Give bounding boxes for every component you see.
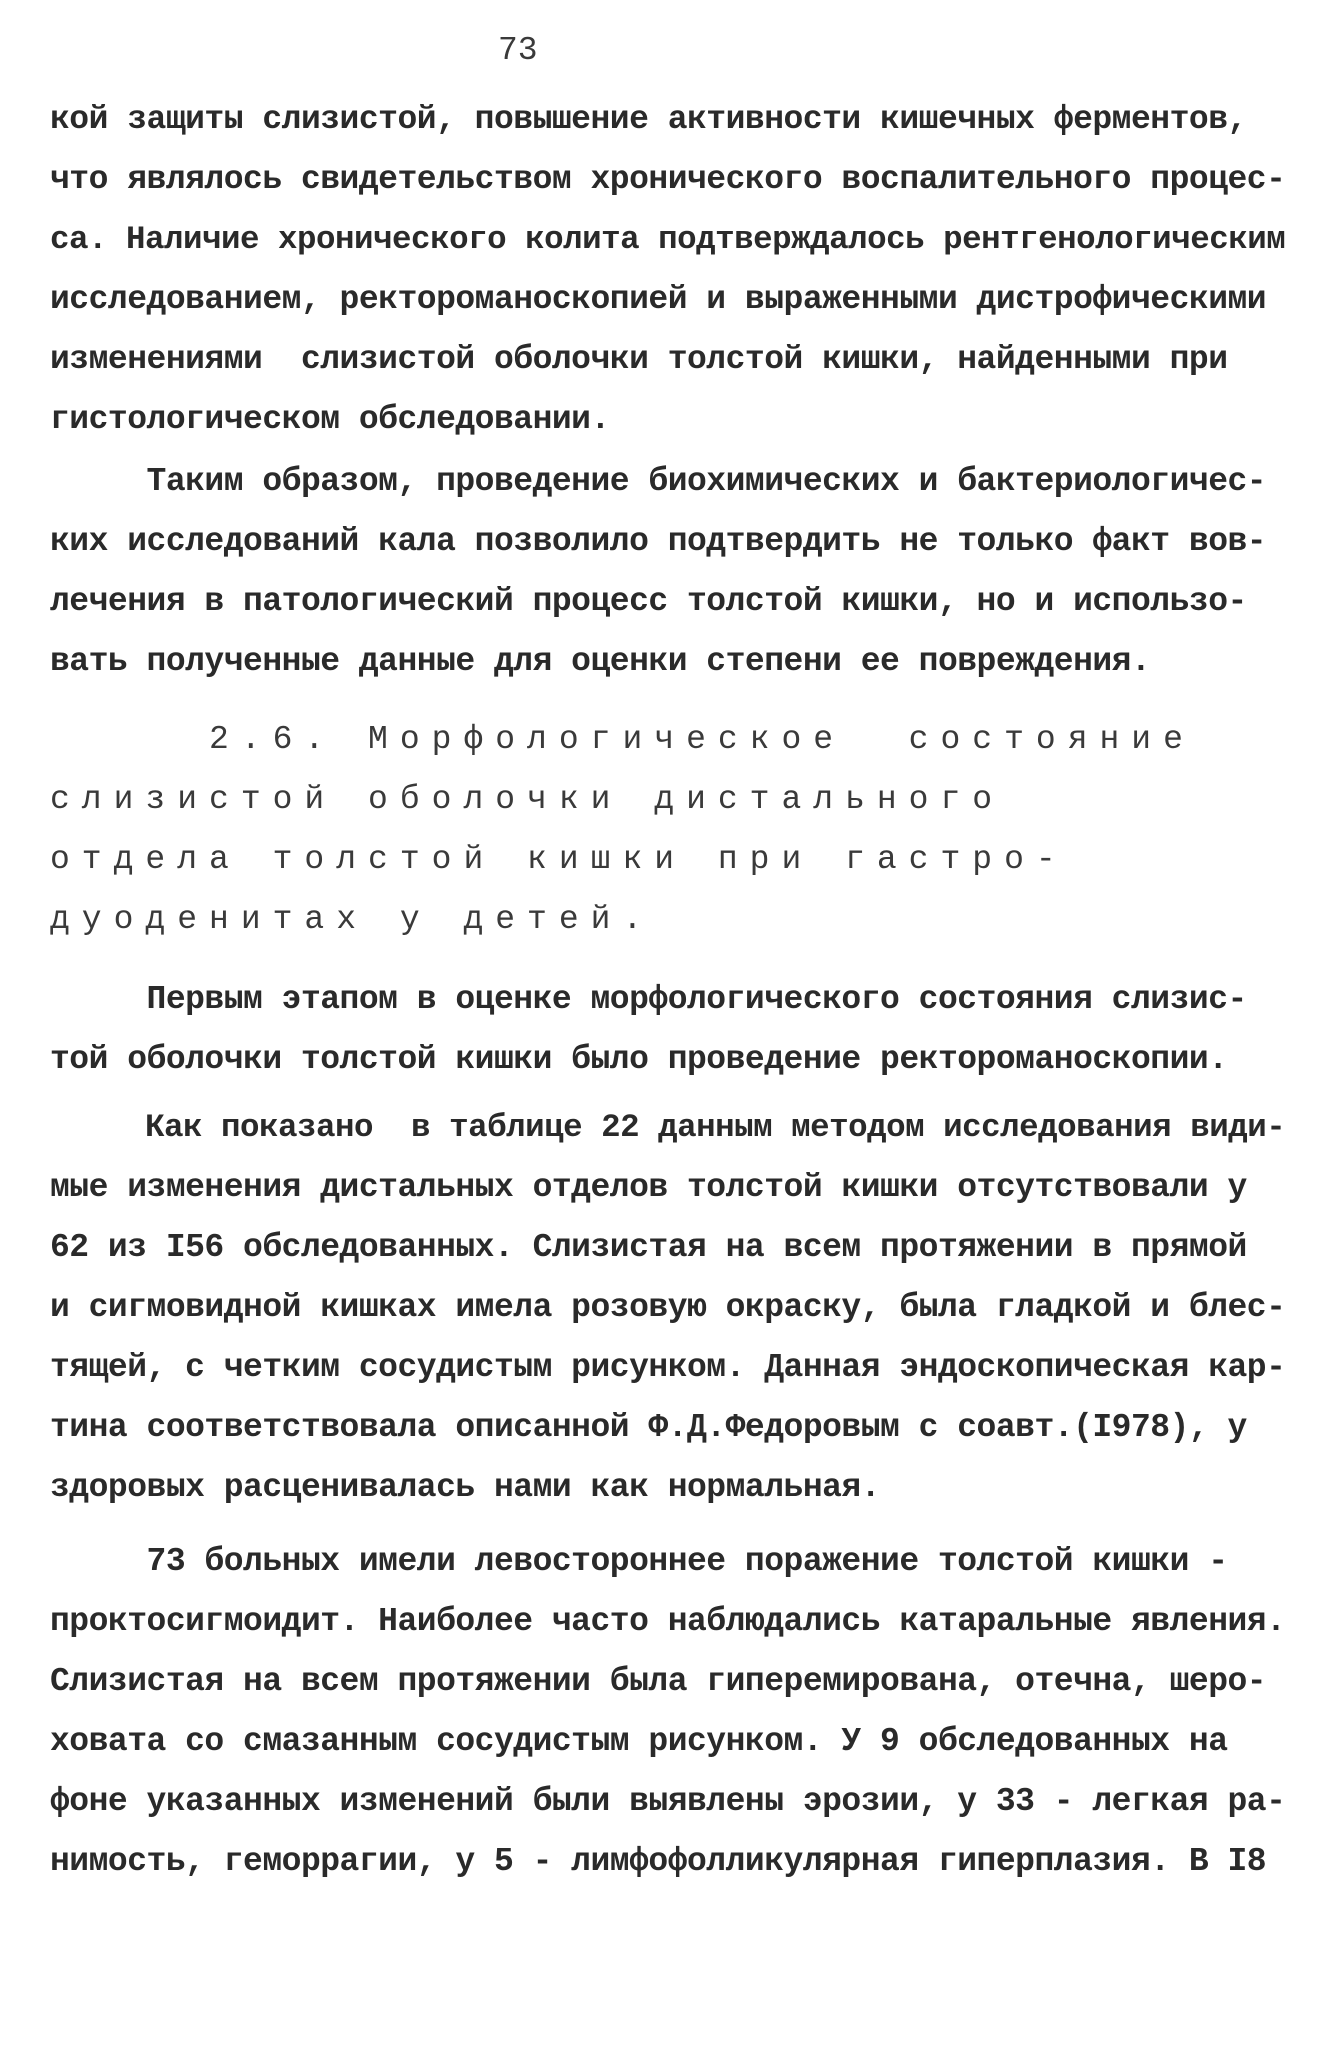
text-line: тина соответствовала описанной Ф.Д.Федоровым с соавт.(I978), у	[50, 1409, 1247, 1446]
text-line: вать полученные данные для оценки степени ее повреждения.	[50, 643, 1151, 680]
text-line: исследованием, ректороманоскопией и выраженными дистрофическими	[50, 281, 1267, 318]
text-line: лечения в патологический процесс толстой кишки, но и использо-	[50, 583, 1247, 620]
paragraph-table-22	[50, 1098, 1290, 1518]
text-line: мые изменения дистальных отделов толстой кишки отсутствовали у	[50, 1169, 1247, 1206]
text-line: что являлось свидетельством хронического воспалительного процес-	[50, 161, 1286, 198]
text-line: нимость, геморрагии, у 5 - лимфофолликулярная гиперплазия. В I8	[50, 1843, 1267, 1880]
heading-line: слизистой оболочки дистального	[50, 781, 1005, 818]
heading-line: 2.6. Морфологическое состояние	[50, 721, 1195, 758]
text-line: Таким образом, проведение биохимических и бактериологичес-	[50, 463, 1267, 500]
text-line: изменениями слизистой оболочки толстой кишки, найденными при	[50, 341, 1228, 378]
paragraph-chronic-colitis	[50, 90, 1290, 450]
heading-line: дуоденитах у детей.	[50, 901, 655, 938]
section-heading	[50, 710, 1290, 950]
text-line: кой защиты слизистой, повышение активности кишечных ферментов,	[50, 101, 1247, 138]
text-line: ховата со смазанным сосудистым рисунком. У 9 обследованных на	[50, 1723, 1228, 1760]
text-line: Первым этапом в оценке морфологического состояния слизис-	[50, 981, 1247, 1018]
text-line: тящей, с четким сосудистым рисунком. Данная эндоскопическая кар-	[50, 1349, 1286, 1386]
heading-line: отдела толстой кишки при гастро-	[50, 841, 1068, 878]
paragraph-left-sided-lesion	[50, 1532, 1290, 1892]
text-line: той оболочки толстой кишки было проведение ректороманоскопии.	[50, 1041, 1228, 1078]
text-line: фоне указанных изменений были выявлены эрозии, у 33 - легкая ра-	[50, 1783, 1286, 1820]
text-line: гистологическом обследовании.	[50, 401, 610, 438]
text-line: ких исследований кала позволило подтвердить не только факт вов-	[50, 523, 1267, 560]
text-line: проктосигмоидит. Наиболее часто наблюдались катаральные явления.	[50, 1603, 1286, 1640]
text-line: Слизистая на всем протяжении была гиперемирована, отечна, шеро-	[50, 1663, 1267, 1700]
paragraph-first-stage	[50, 970, 1290, 1090]
page-number: 73	[498, 32, 538, 69]
text-line: 73 больных имели левостороннее поражение толстой кишки -	[50, 1543, 1228, 1580]
text-line: и сигмовидной кишках имела розовую окраску, была гладкой и блес-	[50, 1289, 1286, 1326]
text-line: здоровых расценивалась нами как нормальная.	[50, 1469, 881, 1506]
paragraph-summary	[50, 452, 1290, 692]
text-line: Как показано в таблице 22 данным методом исследования види-	[50, 1109, 1286, 1146]
text-line: 62 из I56 обследованных. Слизистая на всем протяжении в прямой	[50, 1229, 1247, 1266]
text-line: са. Наличие хронического колита подтверждалось рентгенологическим	[50, 221, 1286, 258]
